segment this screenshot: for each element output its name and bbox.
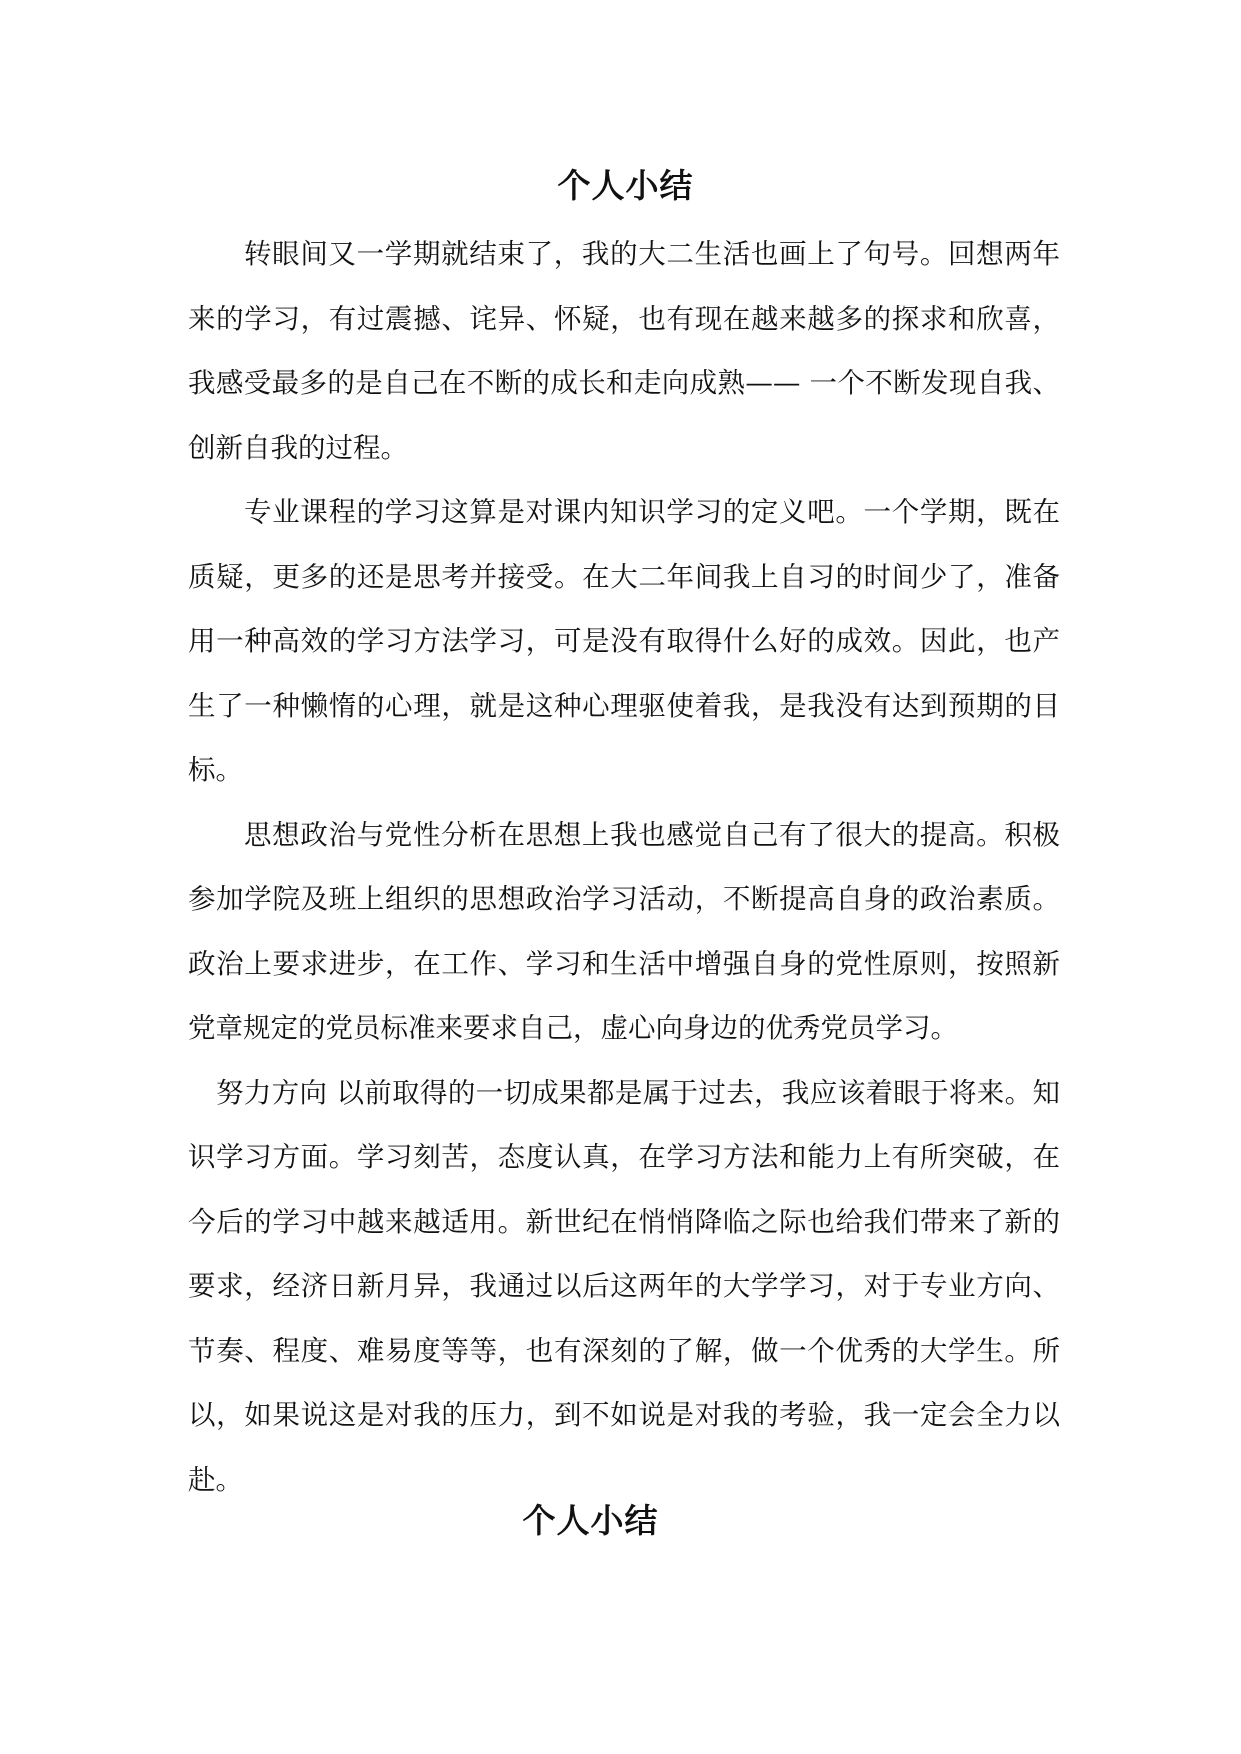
next-section-title: 个人小结 <box>522 1501 659 1540</box>
document-body <box>188 222 1060 1512</box>
paragraph-4: 努力方向 以前取得的一切成果都是属于过去，我应该着眼于将来。知识学习方面。学习刻苦，态度认真，在学习方法和能力上有所突破，在今后的学习中越来越适用。新世纪在悄悄降临之际也给我们带来了新的要求，经济日新月异，我通过以后这两年的大学学习，对于专业方向、节奏、程度、难易度等等，也有深刻的了解，做一个优秀的大学生。所以，如果说这是对我的压力，到不如说是对我的考验，我一定会全力以赴。 <box>188 1076 1060 1496</box>
paragraph-2: 专业课程的学习这算是对课内知识学习的定义吧。一个学期，既在质疑，更多的还是思考并接受。在大二年间我上自习的时间少了，准备用一种高效的学习方法学习，可是没有取得什么好的成效。因此，也产生了一种懒惰的心理，就是这种心理驱使着我，是我没有达到预期的目标。 <box>188 496 1060 786</box>
paragraph-1: 转眼间又一学期就结束了，我的大二生活也画上了句号。回想两年来的学习，有过震撼、诧异、怀疑，也有现在越来越多的探求和欣喜，我感受最多的是自己在不断的成长和走向成熟—— 一个不断发现自我、创新自我的过程。 <box>188 238 1060 464</box>
page-title: 个人小结 <box>557 166 694 205</box>
paragraph-3: 思想政治与党性分析在思想上我也感觉自己有了很大的提高。积极参加学院及班上组织的思想政治学习活动，不断提高自身的政治素质。政治上要求进步，在工作、学习和生活中增强自身的党性原则，按照新党章规定的党员标准来要求自己，虚心向身边的优秀党员学习。 <box>188 818 1060 1044</box>
